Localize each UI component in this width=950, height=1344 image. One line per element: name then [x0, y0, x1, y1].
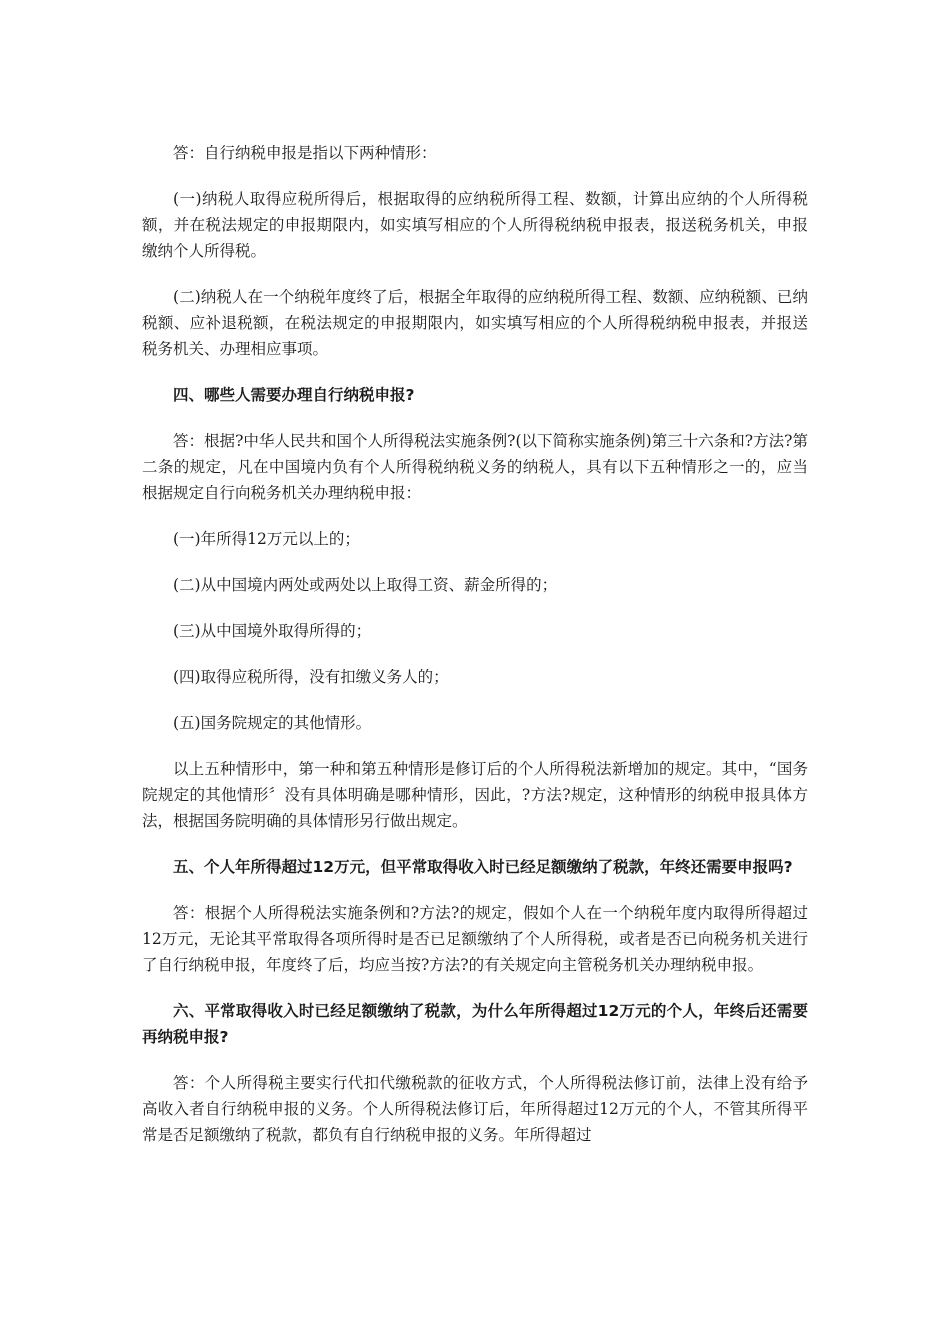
section-heading: 四、哪些人需要办理自行纳税申报? [173, 386, 415, 404]
paragraph: 答：根据?中华人民共和国个人所得税法实施条例?(以下简称实施条例)第三十六条和?方法?第二条的规定，凡在中国境内负有个人所得税纳税义务的纳税人，具有以下五种情形之一的，应当根据规定自行向税务机关办理纳税申报： [142, 432, 808, 502]
section-heading: 五、个人年所得超过12万元，但平常取得收入时已经足额缴纳了税款，年终还需要申报吗? [173, 858, 793, 876]
paragraph: 答：根据个人所得税法实施条例和?方法?的规定，假如个人在一个纳税年度内取得所得超过12万元，无论其平常取得各项所得时是否已足额缴纳了个人所得税，或者是否已向税务机关进行了自行纳税申报，年度终了后，均应当按?方法?的有关规定向主管税务机关办理纳税申报。 [142, 904, 808, 974]
section-heading: 六、平常取得收入时已经足额缴纳了税款，为什么年所得超过12万元的个人，年终后还需要再纳税申报? [142, 1002, 808, 1046]
document-page [142, 140, 808, 1168]
paragraph: (五)国务院规定的其他情形。 [173, 714, 372, 732]
paragraph: 答：自行纳税申报是指以下两种情形： [173, 144, 437, 162]
paragraph: (三)从中国境外取得所得的； [173, 622, 372, 640]
paragraph: (二)纳税人在一个纳税年度终了后，根据全年取得的应纳税所得工程、数额、应纳税额、已纳税额、应补退税额，在税法规定的申报期限内，如实填写相应的个人所得税纳税申报表，并报送税务机关、办理相应事项。 [142, 288, 808, 358]
paragraph: 以上五种情形中，第一种和第五种情形是修订后的个人所得税法新增加的规定。其中，“国务院规定的其他情形〞没有具体明确是哪种情形，因此，?方法?规定，这种情形的纳税申报具体方法，根据国务院明确的具体情形另行做出规定。 [142, 760, 808, 830]
paragraph: (四)取得应税所得，没有扣缴义务人的； [173, 668, 449, 686]
paragraph: 答：个人所得税主要实行代扣代缴税款的征收方式，个人所得税法修订前，法律上没有给予高收入者自行纳税申报的义务。个人所得税法修订后，年所得超过12万元的个人，不管其所得平常是否足额缴纳了税款，都负有自行纳税申报的义务。年所得超过 [142, 1074, 808, 1144]
paragraph: (二)从中国境内两处或两处以上取得工资、薪金所得的； [173, 576, 558, 594]
paragraph: (一)年所得12万元以上的； [173, 530, 360, 548]
paragraph: (一)纳税人取得应税所得后，根据取得的应纳税所得工程、数额，计算出应纳的个人所得税额，并在税法规定的申报期限内，如实填写相应的个人所得税纳税申报表，报送税务机关，申报缴纳个人所得税。 [142, 190, 808, 260]
